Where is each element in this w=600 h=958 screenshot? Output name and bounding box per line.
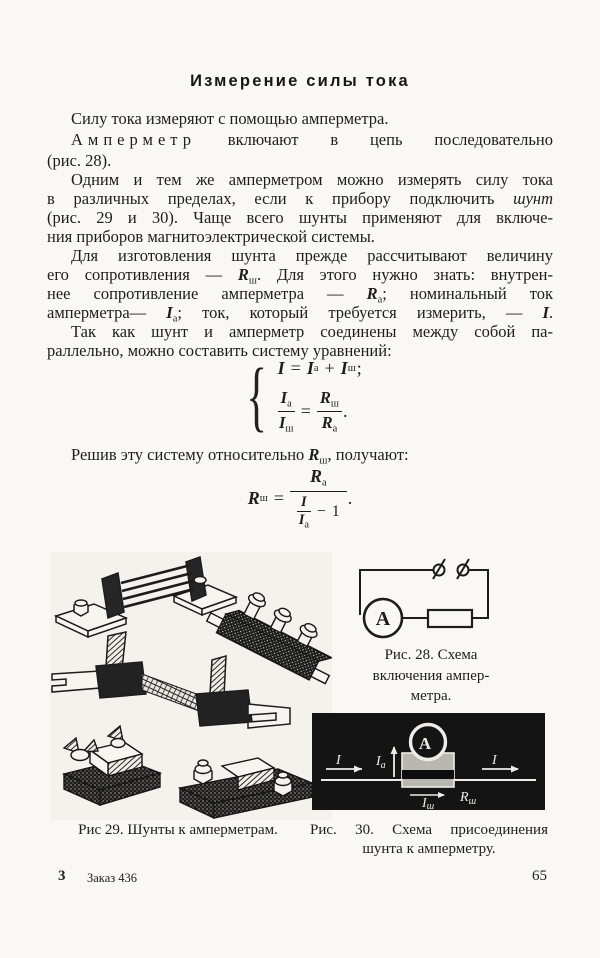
math-subscript: а xyxy=(377,294,383,306)
equation-current-ratio xyxy=(278,388,348,434)
text-segment: его сопротивления — xyxy=(47,265,238,284)
fig30-shunt-diagram xyxy=(312,713,545,810)
math-var: R xyxy=(310,466,323,486)
math-var: I xyxy=(301,493,307,510)
math-subscript: ш xyxy=(259,492,268,504)
math-subscript: а xyxy=(287,398,292,410)
system-brace: { xyxy=(246,352,268,439)
current-label-right: I xyxy=(492,753,497,768)
current-label-left: I xyxy=(336,753,341,768)
math-var: R xyxy=(308,445,320,464)
math-var: R xyxy=(319,388,331,407)
text-segment: Решив эту систему относительно xyxy=(71,445,309,464)
math-var: I xyxy=(306,358,314,378)
math-punct: ; xyxy=(356,358,362,378)
text-segment: в различных пределах, если к прибору подключить xyxy=(47,189,514,208)
printers-signature: 3 xyxy=(58,868,66,884)
caption-line: метра. xyxy=(410,688,452,704)
math-var: I xyxy=(166,303,173,322)
label-sub: ш xyxy=(468,796,477,807)
resistor-icon xyxy=(428,610,472,627)
text-line: раллельно, можно составить систему уравнений: xyxy=(47,341,392,360)
math-punct: . xyxy=(343,400,348,421)
math-number: 1 xyxy=(331,502,340,520)
fraction xyxy=(278,388,295,434)
page-title: Измерение силы тока xyxy=(190,72,410,90)
word: в xyxy=(330,130,339,149)
math-operator: = xyxy=(300,400,311,421)
math-operator: = xyxy=(290,358,301,378)
label-sub: ш xyxy=(426,801,435,810)
text-line: Так как шунт и амперметр соединены между собой па- xyxy=(71,322,553,341)
math-var: R xyxy=(366,284,378,303)
fig30-caption xyxy=(310,821,548,859)
terminal-icon xyxy=(457,559,469,579)
math-subscript: а xyxy=(322,477,327,489)
print-order-number: Заказ 436 xyxy=(87,871,138,885)
wire xyxy=(360,570,433,615)
math-var: I xyxy=(278,412,286,432)
shunt-resistance-formula xyxy=(0,466,600,530)
label-base: R xyxy=(460,790,469,805)
page-footer xyxy=(47,868,553,888)
text-line: ния приборов магнитоэлектрической системы. xyxy=(47,227,375,246)
text-line: Одним и тем же амперметром можно измерять силу тока xyxy=(71,170,553,189)
nested-fraction xyxy=(297,494,311,531)
text-line xyxy=(47,130,553,149)
math-subscript: а xyxy=(332,423,338,434)
word: цепь xyxy=(369,130,403,149)
label-base: I xyxy=(422,796,427,810)
text-segment: ; ток, который требуется измерить, — xyxy=(177,303,543,322)
italic-term: шунт xyxy=(513,189,553,208)
text-line xyxy=(47,189,553,208)
math-var: I xyxy=(277,358,285,378)
math-var: R xyxy=(237,265,249,284)
math-subscript: ш xyxy=(285,423,294,434)
fraction xyxy=(317,388,342,434)
text-line: Для изготовления шунта прежде рассчитывают величину xyxy=(71,246,553,265)
ammeter-label: А xyxy=(418,734,432,753)
word: включают xyxy=(227,130,299,149)
ammeter-label: А xyxy=(375,608,391,630)
caption-line: Рис. 28. Схема xyxy=(384,647,478,663)
text-line: (рис. 29 и 30). Чаще всего шунты применяют для включе- xyxy=(47,208,553,227)
label-sub: а xyxy=(380,760,386,771)
math-subscript: ш xyxy=(330,398,340,410)
equation-current-sum xyxy=(278,358,362,379)
text-segment: , получают: xyxy=(327,445,409,464)
equation-system xyxy=(0,352,600,439)
fig28-caption xyxy=(352,645,510,707)
math-var: I xyxy=(340,358,348,378)
math-punct: . xyxy=(347,487,353,508)
math-var: I xyxy=(298,511,305,528)
caption-line: Рис. 30. Схема присоединения xyxy=(310,822,548,838)
fig29-shunts-illustration xyxy=(50,552,332,820)
word: последовательно xyxy=(434,130,553,149)
math-subscript: ш xyxy=(319,455,328,467)
text-line: Силу тока измеряют с помощью амперметра. xyxy=(71,109,389,128)
math-var: I xyxy=(280,388,288,407)
math-var: I xyxy=(542,303,549,322)
text-segment: . xyxy=(548,303,554,322)
caption-line: включения ампер- xyxy=(372,667,490,684)
text-segment: . Для этого нужно знать: внутрен- xyxy=(256,265,553,284)
page-number: 65 xyxy=(532,868,547,884)
label-base: I xyxy=(376,754,381,769)
math-operator: − xyxy=(316,502,326,520)
math-var: R xyxy=(321,412,333,432)
fig28-circuit-diagram xyxy=(344,551,556,643)
math-subscript: а xyxy=(304,519,310,530)
math-subscript: ш xyxy=(347,363,356,374)
fig29-caption: Рис 29. Шунты к амперметрам. xyxy=(78,822,278,838)
caption-line: шунта к амперметру. xyxy=(362,841,496,857)
math-subscript: а xyxy=(313,363,319,374)
fraction xyxy=(290,466,347,530)
math-operator: = xyxy=(273,487,285,508)
text-segment: амперметра— xyxy=(47,303,167,322)
text-segment: нее сопротивление амперметра — xyxy=(47,284,367,303)
math-operator: + xyxy=(324,358,335,378)
math-subscript: а xyxy=(172,313,178,325)
terminal-icon xyxy=(433,559,445,579)
math-var: R xyxy=(247,487,260,508)
emphasized-word: Амперметр xyxy=(71,130,196,149)
text-segment: ; номинальный ток xyxy=(382,284,553,303)
math-subscript: ш xyxy=(248,275,257,287)
equation-column xyxy=(278,358,362,434)
text-line: (рис. 28). xyxy=(47,151,112,170)
